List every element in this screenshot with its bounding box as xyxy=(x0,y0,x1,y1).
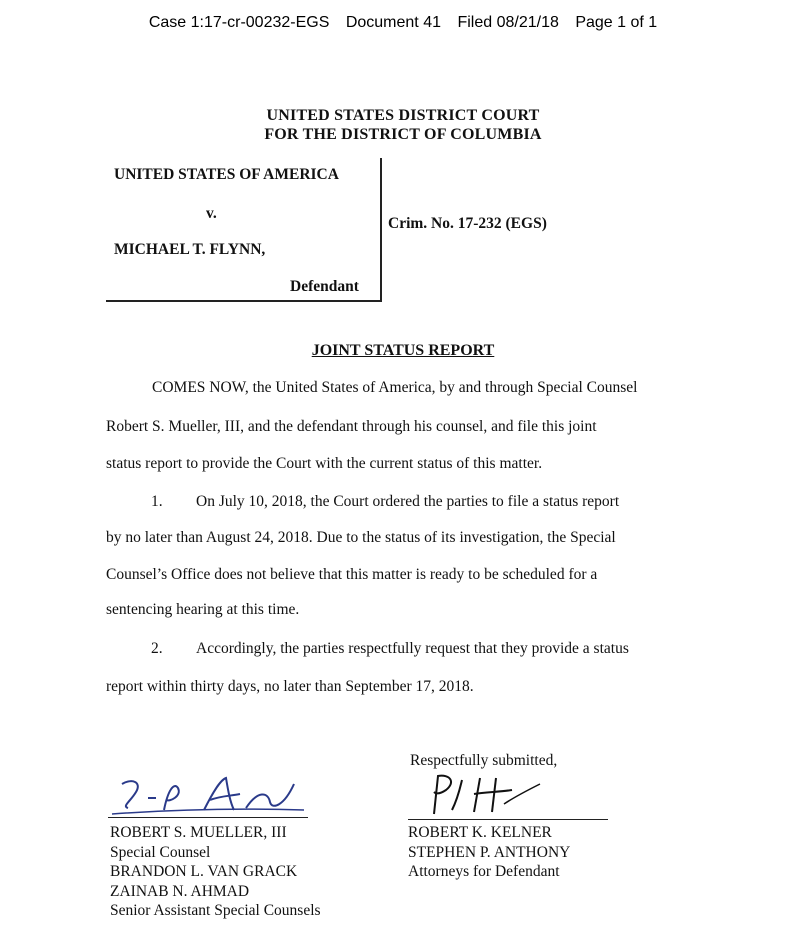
caption-vertical-rule xyxy=(380,158,382,301)
court-name: UNITED STATES DISTRICT COURT xyxy=(266,107,540,124)
kelner-signature xyxy=(416,770,586,822)
item1-number: 1. xyxy=(151,493,163,510)
court-district: FOR THE DISTRICT OF COLUMBIA xyxy=(264,126,542,143)
caption-plaintiff: UNITED STATES OF AMERICA xyxy=(114,166,339,183)
court-heading xyxy=(0,106,806,144)
signatory-name: ROBERT K. KELNER xyxy=(408,824,552,841)
caption-defendant-name: MICHAEL T. FLYNN, xyxy=(114,241,266,258)
caption-horizontal-rule xyxy=(106,300,382,302)
signatory-title: Special Counsel xyxy=(110,843,211,861)
left-signature-line xyxy=(108,817,308,818)
mueller-signature xyxy=(108,770,318,822)
case-number: Crim. No. 17-232 (EGS) xyxy=(388,215,547,232)
right-signature-line xyxy=(408,819,608,820)
signatory-name: ZAINAB N. AHMAD xyxy=(110,882,250,900)
document-number: Document 41 xyxy=(345,14,441,31)
item1-line-1: On July 10, 2018, the Court ordered the parties to file a status report xyxy=(196,493,620,510)
item2-line-1: Accordingly, the parties respectfully request that they provide a status xyxy=(196,640,629,657)
item2-line-2: report within thirty days, no later than September 17, 2018. xyxy=(106,678,474,695)
signatory-title: Attorneys for Defendant xyxy=(408,863,560,880)
signatory-name: STEPHEN P. ANTHONY xyxy=(408,843,571,861)
signatory-name: ROBERT S. MUELLER, III xyxy=(110,824,287,841)
caption-versus: v. xyxy=(206,205,217,222)
intro-line-1: COMES NOW, the United States of America, by and through Special Counsel xyxy=(152,379,638,396)
page-indicator: Page 1 of 1 xyxy=(575,14,658,31)
intro-line-3: status report to provide the Court with the current status of this matter. xyxy=(106,455,543,472)
intro-line-2: Robert S. Mueller, III, and the defendant through his counsel, and file this joint xyxy=(106,418,597,435)
defense-signature-block xyxy=(408,823,708,882)
signatory-title: Senior Assistant Special Counsels xyxy=(110,902,321,919)
item2-number: 2. xyxy=(151,640,163,657)
filed-date: Filed 08/21/18 xyxy=(457,14,559,31)
closing-phrase: Respectfully submitted, xyxy=(410,752,558,769)
filing-header xyxy=(0,14,806,32)
case-number-header: Case 1:17-cr-00232-EGS xyxy=(148,14,330,31)
prosecution-signature-block xyxy=(110,823,400,921)
document-title: JOINT STATUS REPORT xyxy=(311,342,495,359)
item1-line-4: sentencing hearing at this time. xyxy=(106,601,300,618)
signatory-name: BRANDON L. VAN GRACK xyxy=(110,863,298,880)
item1-line-2: by no later than August 24, 2018. Due to the status of its investigation, the Special xyxy=(106,529,616,546)
item1-line-3: Counsel’s Office does not believe that this matter is ready to be scheduled for a xyxy=(106,566,598,583)
caption-defendant-label: Defendant xyxy=(290,278,359,295)
